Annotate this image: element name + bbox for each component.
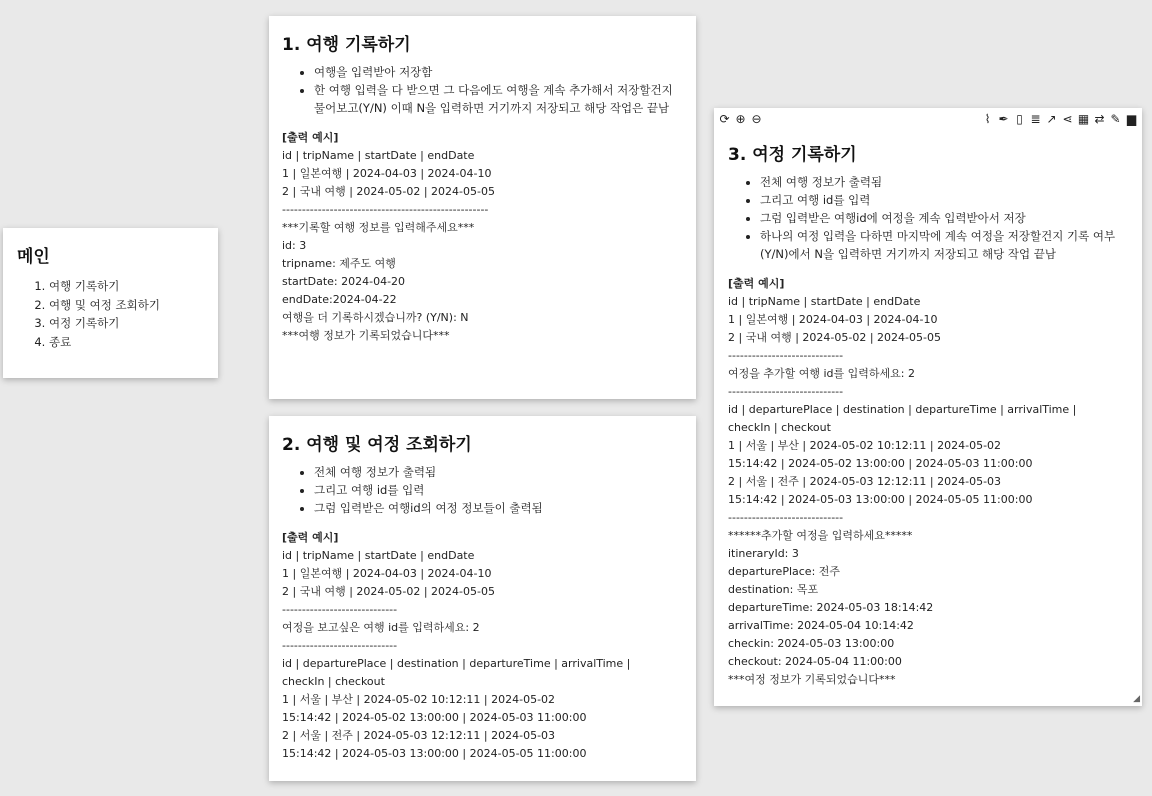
example-output (728, 293, 1128, 689)
output-line: ----------------------------- (728, 511, 844, 524)
example-output (282, 147, 683, 345)
toolbar-left-group (718, 113, 763, 126)
description-item: • 그럼 입력받은 여행id에 여정을 계속 입력받아서 저장 (760, 209, 1128, 227)
output-line: id: 3 (282, 239, 307, 252)
output-line: id | departurePlace | destination | departureTime | arrivalTime | (282, 657, 631, 670)
description-item: • 여행을 입력받아 저장함 (314, 63, 683, 81)
toolbar-right-group (981, 113, 1138, 126)
menu-item-record-trip[interactable]: 1. 여행 기록하기 (49, 277, 204, 296)
output-line: 15:14:42 | 2024-05-03 13:00:00 | 2024-05-05 11:00:00 (282, 747, 587, 760)
output-line: startDate: 2024-04-20 (282, 275, 406, 288)
output-line: id | tripName | startDate | endDate (282, 149, 475, 162)
output-line: id | departurePlace | destination | departureTime | arrivalTime | (728, 403, 1077, 416)
example-label: [출력 예시] (282, 531, 339, 544)
card-title: 2. 여행 및 여정 조회하기 (282, 435, 472, 455)
output-line: checkIn | checkout (728, 421, 831, 434)
attach-icon[interactable]: ⌇ (984, 111, 991, 126)
description-item: • 한 여행 입력을 다 받으면 그 다음에도 여행을 계속 추가해서 저장할건지 물어보고(Y/N) 이때 N을 입력하면 거기까지 저장되고 해당 작업은 끝남 (314, 81, 683, 117)
output-line: endDate:2024-04-22 (282, 293, 397, 306)
output-line: 2 | 국내 여행 | 2024-05-02 | 2024-05-05 (282, 585, 495, 598)
refresh-icon[interactable]: ⟳ (719, 111, 730, 126)
output-line: destination: 목포 (728, 583, 819, 596)
output-line: 15:14:42 | 2024-05-03 13:00:00 | 2024-05-05 11:00:00 (728, 493, 1033, 506)
description-list (282, 463, 683, 517)
output-line: ----------------------------- (282, 639, 398, 652)
description-item: • 그럼 입력받은 여행id의 여정 정보들이 출력됨 (314, 499, 683, 517)
main-title: 메인 (17, 247, 50, 267)
output-line: 15:14:42 | 2024-05-02 13:00:00 | 2024-05-03 11:00:00 (282, 711, 587, 724)
card-toolbar (718, 110, 1138, 128)
trash-icon[interactable]: ▆ (1126, 111, 1137, 126)
record-itinerary-card (714, 108, 1142, 706)
output-line: ----------------------------- (728, 385, 844, 398)
output-line: ******추가할 여정을 입력하세요***** (728, 529, 913, 542)
card-title: 1. 여행 기록하기 (282, 35, 411, 55)
output-line: checkout: 2024-05-04 11:00:00 (728, 655, 902, 668)
output-line: itineraryId: 3 (728, 547, 799, 560)
zoom-out-icon[interactable]: ⊖ (751, 111, 762, 126)
menu-item-record-itinerary[interactable]: 3. 여정 기록하기 (49, 314, 204, 333)
output-line: 여행을 더 기록하시겠습니까? (Y/N): N (282, 311, 469, 324)
main-menu-list (17, 277, 204, 351)
description-list (728, 173, 1128, 263)
card-title: 3. 여정 기록하기 (728, 145, 857, 165)
example-label: [출력 예시] (728, 277, 785, 290)
output-line: 여정을 추가할 여행 id를 입력하세요: 2 (728, 367, 915, 380)
grid-icon[interactable]: ▦ (1077, 111, 1090, 126)
pen-icon[interactable]: ✒ (998, 111, 1009, 126)
description-item: • 그리고 여행 id를 입력 (760, 191, 1128, 209)
main-menu-card (3, 228, 218, 378)
output-line: 2 | 국내 여행 | 2024-05-02 | 2024-05-05 (728, 331, 941, 344)
description-list (282, 63, 683, 117)
output-line: 1 | 서울 | 부산 | 2024-05-02 10:12:11 | 2024-05-02 (728, 439, 1002, 452)
description-item: • 전체 여행 정보가 출력됨 (760, 173, 1128, 191)
view-trips-card (269, 416, 696, 781)
description-item: • 그리고 여행 id를 입력 (314, 481, 683, 499)
description-item: • 전체 여행 정보가 출력됨 (314, 463, 683, 481)
output-line: 1 | 일본여행 | 2024-04-03 | 2024-04-10 (728, 313, 938, 326)
output-line: ---------------------------------------------------- (282, 203, 489, 216)
output-line: ***여행 정보가 기록되었습니다*** (282, 329, 450, 342)
menu-item-exit[interactable]: 4. 종료 (49, 333, 204, 352)
output-line: id | tripName | startDate | endDate (282, 549, 475, 562)
output-line: departureTime: 2024-05-03 18:14:42 (728, 601, 934, 614)
output-line: 2 | 서울 | 전주 | 2024-05-03 12:12:11 | 2024-05-03 (728, 475, 1002, 488)
notes-icon[interactable]: ≣ (1030, 111, 1041, 126)
output-line: checkIn | checkout (282, 675, 385, 688)
example-output (282, 547, 683, 763)
output-line: 여정을 보고싶은 여행 id를 입력하세요: 2 (282, 621, 480, 634)
output-line: checkin: 2024-05-03 13:00:00 (728, 637, 895, 650)
output-line: departurePlace: 전주 (728, 565, 841, 578)
output-line: ----------------------------- (728, 349, 844, 362)
output-line: 1 | 서울 | 부산 | 2024-05-02 10:12:11 | 2024-05-02 (282, 693, 556, 706)
output-line: ----------------------------- (282, 603, 398, 616)
output-line: tripname: 제주도 여행 (282, 257, 396, 270)
output-line: 2 | 국내 여행 | 2024-05-02 | 2024-05-05 (282, 185, 495, 198)
menu-item-view-trips[interactable]: 2. 여행 및 여정 조회하기 (49, 296, 204, 315)
output-line: ***기록할 여행 정보를 입력해주세요*** (282, 221, 475, 234)
output-line: 1 | 일본여행 | 2024-04-03 | 2024-04-10 (282, 167, 492, 180)
output-line: id | tripName | startDate | endDate (728, 295, 921, 308)
example-label: [출력 예시] (282, 131, 339, 144)
share-icon[interactable]: ⋖ (1062, 111, 1073, 126)
zoom-in-icon[interactable]: ⊕ (735, 111, 746, 126)
output-line: 15:14:42 | 2024-05-02 13:00:00 | 2024-05-03 11:00:00 (728, 457, 1033, 470)
swap-icon[interactable]: ⇄ (1094, 111, 1105, 126)
description-item: • 하나의 여정 입력을 다하면 마지막에 계속 여정을 저장할건지 기록 여부(Y/N)에서 N을 입력하면 거기까지 저장되고 해당 작업 끝남 (760, 227, 1128, 263)
record-trip-card (269, 16, 696, 399)
clipboard-icon[interactable]: ▯ (1016, 111, 1023, 126)
output-line: 1 | 일본여행 | 2024-04-03 | 2024-04-10 (282, 567, 492, 580)
output-line: 2 | 서울 | 전주 | 2024-05-03 12:12:11 | 2024-05-03 (282, 729, 556, 742)
edit-icon[interactable]: ✎ (1110, 111, 1121, 126)
resize-handle-icon[interactable]: ◢ (1133, 694, 1140, 704)
output-line: arrivalTime: 2024-05-04 10:14:42 (728, 619, 914, 632)
external-link-icon[interactable]: ↗ (1046, 111, 1057, 126)
output-line: ***여정 정보가 기록되었습니다*** (728, 673, 896, 686)
